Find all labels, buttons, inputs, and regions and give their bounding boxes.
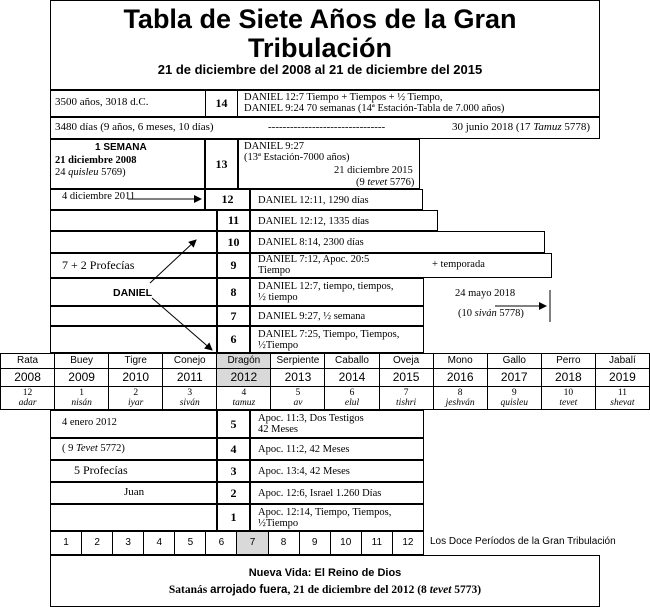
tevet-label-a: ( 9 [62, 443, 76, 454]
month-number: 1 [79, 388, 84, 398]
month-number: 9 [511, 388, 517, 398]
month-number: 8 [457, 388, 463, 398]
days-row-dashes: -------------------------------- [268, 121, 386, 133]
tevet-label-month: Tevet [76, 443, 98, 454]
year-cell: 2018 [541, 368, 595, 387]
row8-text2: ½ tiempo [258, 292, 298, 303]
year-cell: 2008 [0, 368, 54, 387]
animal-cell: Oveja [379, 353, 433, 369]
month-name: tevet [559, 398, 578, 408]
profecias5-label: 5 Profecías [74, 463, 128, 477]
year-cell: 2010 [108, 368, 162, 387]
row1-num: 1 [230, 510, 237, 524]
row4-text: Apoc. 11:2, 42 Meses [258, 444, 350, 455]
row1-text: Apoc. 12:14, Tiempo, Tiempos, [258, 507, 392, 518]
month-name: jeshván [445, 398, 475, 408]
row13-semana: 1 SEMANA [95, 142, 147, 153]
month-name: shevat [610, 398, 635, 408]
days-row-right-a: 30 junio 2018 (17 [452, 121, 534, 133]
month-name: nisán [71, 398, 92, 408]
row12-num: 12 [221, 192, 234, 206]
row9-num: 9 [230, 258, 237, 272]
period-cell: 5 [174, 531, 205, 555]
row13-date2-month: quisleu [68, 167, 99, 178]
month-cell [270, 386, 324, 410]
row6-text2: ½Tiempo [258, 340, 299, 351]
years-row [0, 368, 650, 387]
footer-l2m: tevet [429, 584, 452, 596]
month-cell [216, 386, 270, 410]
days-row-left: 3480 días (9 años, 6 meses, 10 días) [55, 121, 214, 133]
month-cell [595, 386, 650, 410]
period-cell: 3 [112, 531, 143, 555]
footer-l2a: Satanás [168, 584, 211, 596]
tevet-label-b: 5772) [97, 443, 125, 454]
row7-text: DANIEL 9:27, ½ semana [258, 311, 366, 322]
animals-row [0, 353, 650, 369]
month-number: 11 [617, 388, 627, 398]
month-name: tamuz [232, 398, 256, 408]
month-cell [379, 386, 433, 410]
row9-text: DANIEL 7:12, Apoc. 20:5 [258, 254, 370, 265]
row4-num: 4 [230, 441, 237, 456]
page-subtitle: 21 de diciembre del 2008 al 21 de diciembre del 2015 [157, 62, 483, 77]
row13-line4-month: tevet [367, 177, 388, 188]
period-cell: 8 [268, 531, 299, 555]
may2018-label: 24 mayo 2018 [455, 288, 516, 299]
month-number: 6 [349, 388, 355, 398]
row12-text: DANIEL 12:11, 1290 días [258, 195, 369, 206]
months-row [0, 386, 650, 410]
row11-text: DANIEL 12:12, 1335 días [258, 216, 370, 227]
row13-date2-a: 24 [55, 167, 69, 178]
row6-text: DANIEL 7:25, Tiempo, Tiempos, [258, 329, 400, 340]
row13-line3: 21 diciembre 2015 [334, 165, 413, 176]
row9-text2: Tiempo [258, 265, 291, 276]
month-name: iyar [128, 398, 144, 408]
month-number: 2 [133, 388, 139, 398]
month-cell [0, 386, 54, 410]
year-cell: 2016 [433, 368, 487, 387]
row5-num: 5 [230, 416, 237, 431]
row13-date2-b: 5769) [98, 167, 126, 178]
month-number: 3 [187, 388, 193, 398]
row7-left-box [50, 306, 217, 326]
animal-cell: Caballo [324, 353, 378, 369]
row1-text2: ½Tiempo [258, 518, 299, 529]
row6-left-box [50, 326, 217, 353]
row8-text: DANIEL 12:7, tiempo, tiempos, [258, 281, 394, 292]
footer-line1: Nueva Vida: El Reino de Dios [248, 567, 402, 579]
month-cell [541, 386, 595, 410]
period-cell: 4 [143, 531, 174, 555]
animal-cell: Dragón [216, 353, 270, 369]
row3-num: 3 [230, 463, 237, 478]
period-cell: 7 [236, 531, 267, 555]
row5-text2: 42 Meses [258, 424, 298, 435]
row13-date2 [55, 167, 126, 178]
jan2012-label: 4 enero 2012 [62, 417, 117, 428]
month-number: 4 [241, 388, 247, 398]
year-cell: 2015 [379, 368, 433, 387]
period-cell: 12 [392, 531, 424, 555]
daniel-label: DANIEL [113, 287, 153, 299]
animal-cell: Conejo [162, 353, 216, 369]
profecias7-label: 7 + 2 Profecías [62, 258, 135, 272]
year-cell: 2013 [270, 368, 324, 387]
row14-line1: DANIEL 12:7 Tiempo + Tiempos + ½ Tiempo, [244, 92, 443, 103]
footer-l2d: 5773) [451, 584, 482, 596]
row10-num: 10 [227, 234, 240, 249]
month-number: 5 [295, 388, 301, 398]
days-row-right-b: 5778) [561, 121, 591, 133]
month-name: adar [18, 398, 37, 408]
year-cell: 2011 [162, 368, 216, 387]
row11-num: 11 [227, 213, 240, 227]
footer-l2b: arrojado fuera [210, 584, 288, 596]
month-name: quisleu [500, 398, 528, 408]
footer-line2 [50, 584, 600, 596]
period-cell: 10 [330, 531, 361, 555]
year-cell: 2012 [216, 368, 270, 387]
animal-cell: Gallo [487, 353, 541, 369]
month-name: elul [344, 398, 360, 408]
month-cell [162, 386, 216, 410]
footer-box [50, 555, 600, 607]
row1-left-box [50, 504, 217, 531]
row10-left-box [50, 231, 217, 253]
row13-num: 13 [215, 156, 228, 171]
row13-line2: (13ª Estación-7000 años) [244, 152, 350, 163]
row13-line4-a: (9 [356, 177, 368, 188]
may2018-sub-b: 5778) [496, 308, 524, 319]
year-cell: 2014 [324, 368, 378, 387]
period-cell: 11 [361, 531, 392, 555]
row14-line2: DANIEL 9:24 70 semanas (14ª Estación-Tabla de 7.000 años) [244, 103, 505, 114]
days-row-right-month: Tamuz [533, 121, 562, 133]
month-cell [433, 386, 487, 410]
row3-text: Apoc. 13:4, 42 Meses [258, 466, 350, 477]
month-name: tishri [396, 398, 417, 408]
row13-line1: DANIEL 9:27 [244, 141, 304, 152]
animal-cell: Buey [54, 353, 108, 369]
animal-cell: Serpiente [270, 353, 324, 369]
period-cell: 1 [50, 531, 81, 555]
row5-text: Apoc. 11:3, Dos Testigos [258, 413, 364, 424]
period-cell: 9 [299, 531, 330, 555]
periods-row [50, 531, 424, 555]
row6-num: 6 [230, 332, 237, 346]
year-cell: 2009 [54, 368, 108, 387]
tevet-label [62, 443, 125, 454]
month-cell [324, 386, 378, 410]
row2-num: 2 [230, 485, 237, 500]
month-cell [54, 386, 108, 410]
month-number: 7 [403, 388, 409, 398]
year-cell: 2019 [595, 368, 650, 387]
month-cell [487, 386, 541, 410]
row2-text: Apoc. 12:6, Israel 1.260 Días [258, 488, 382, 499]
row13-date1: 21 diciembre 2008 [55, 155, 137, 166]
juan-label: Juan [124, 486, 145, 498]
row14-left: 3500 años, 3018 d.C. [55, 96, 149, 108]
animal-cell: Rata [0, 353, 54, 369]
month-number: 12 [22, 388, 33, 398]
month-name: siván [179, 398, 200, 408]
periods-label: Los Doce Períodos de la Gran Tribulación [430, 536, 616, 547]
month-cell [108, 386, 162, 410]
may2018-sub [458, 308, 524, 319]
row14-num: 14 [215, 96, 228, 110]
dec2011-label: 4 diciembre 2011 [62, 191, 136, 202]
animal-cell: Tigre [108, 353, 162, 369]
footer-l2c: , 21 de diciembre del 2012 (8 [287, 584, 430, 596]
period-cell: 2 [81, 531, 112, 555]
page-title-line2: Tribulación [247, 33, 393, 63]
may2018-sub-a: (10 [458, 308, 475, 319]
may2018-sub-month: siván [474, 308, 497, 319]
row10-text: DANIEL 8:14, 2300 días [258, 237, 364, 248]
row13-line4 [352, 176, 418, 189]
month-name: av [293, 398, 303, 408]
row13-line4-b: 5776) [387, 177, 415, 188]
row7-num: 7 [230, 308, 237, 323]
row11-left-box [50, 210, 217, 231]
period-cell: 6 [205, 531, 236, 555]
days-row-right [452, 121, 590, 133]
temporada-label: + temporada [432, 259, 485, 270]
page-title-line1: Tabla de Siete Años de la Gran [123, 4, 517, 34]
animal-cell: Perro [541, 353, 595, 369]
month-number: 10 [563, 388, 574, 398]
row8-num: 8 [230, 284, 237, 299]
year-cell: 2017 [487, 368, 541, 387]
animal-cell: Mono [433, 353, 487, 369]
animal-cell: Jabalí [595, 353, 650, 369]
